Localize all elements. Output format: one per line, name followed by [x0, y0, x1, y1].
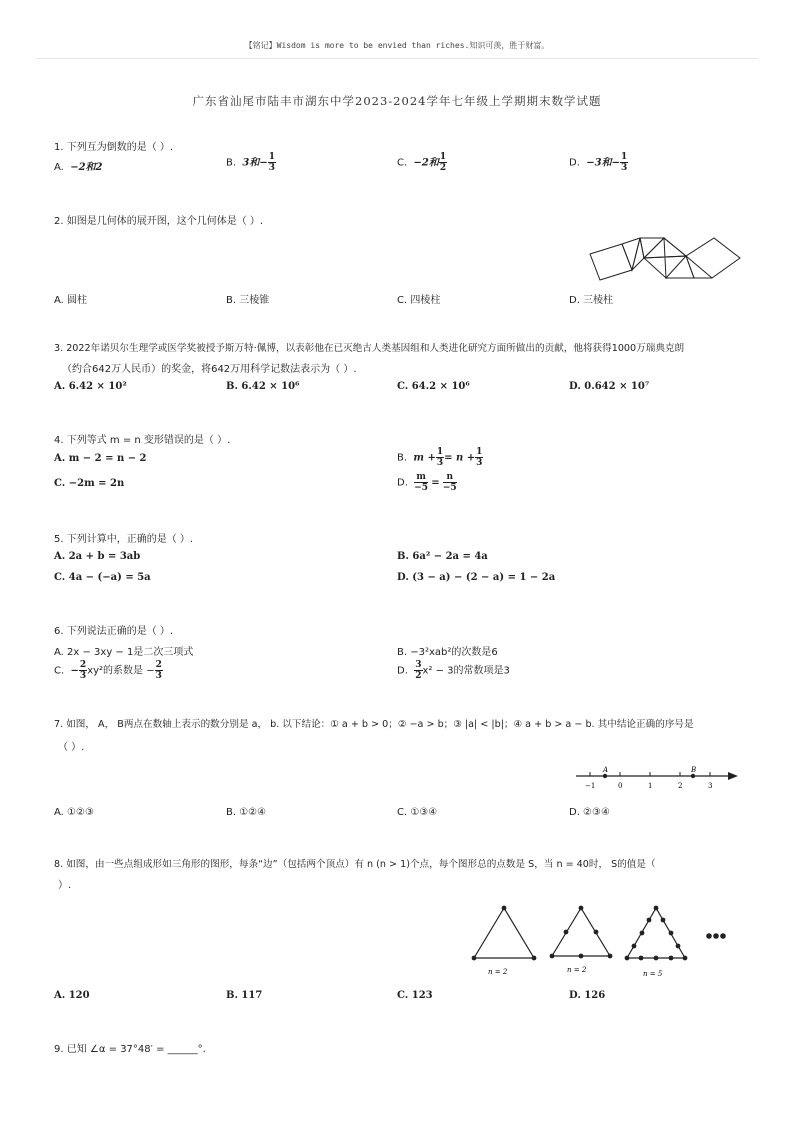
ellipsis-dot-3 — [720, 933, 726, 939]
q1-d-text: −3和− — [586, 157, 620, 169]
q4-b-mid: = n + — [444, 452, 476, 464]
dot-triangle-figures — [466, 900, 736, 982]
tick-label-0: 0 — [618, 782, 623, 790]
q6-option-d — [397, 660, 510, 681]
q7-stem-line1: 7. 如图， A， B两点在数轴上表示的数分别是 a， b. 以下结论：① a + b > 0；② −a > b；③ |a| < |b|；④ a + b > a − b. 其中结论正确的序号是 — [54, 719, 694, 730]
q1-a-text: −2和2 — [70, 162, 103, 173]
q1-b-fraction: $\frac{1}{3}$ — [268, 152, 276, 173]
q6-stem: 6. 下列说法正确的是（ ）. — [54, 626, 174, 637]
q5-option-a: A. 2a + b = 3ab — [54, 551, 141, 562]
q4-b-left: m + — [413, 452, 436, 464]
q1-d-fraction: $\frac{1}{3}$ — [620, 152, 628, 173]
point-a-dot — [603, 774, 607, 778]
q6-c-sign: − — [70, 665, 79, 677]
q3-stem-line2: （约合642万人民币）的奖金，将642万用科学记数法表示为（ ）. — [62, 364, 357, 375]
tick-label-3: 3 — [708, 782, 713, 790]
q6-option-c — [54, 660, 163, 681]
triangular-prism-net-figure — [586, 232, 746, 284]
q4-b-fraction-2: $\frac{1}{3}$ — [476, 447, 483, 468]
q1-stem: 1. 下列互为倒数的是（ ）. — [54, 142, 174, 153]
q7-stem-line2: （ ）. — [58, 742, 85, 753]
q8-option-d: D. 126 — [569, 990, 606, 1001]
q8-stem-line2: ）. — [58, 880, 72, 891]
q9-stem: 9. 已知 ∠α = 37°48′ = ______°. — [54, 1044, 206, 1055]
q3-option-c: C. 64.2 × 10⁶ — [397, 381, 470, 392]
q6-d-label: D. — [397, 665, 408, 677]
header-divider — [36, 58, 758, 59]
q3-option-a: A. 6.42 × 10² — [54, 381, 127, 392]
tick-label-1: 1 — [648, 782, 653, 790]
q7-option-c: C. ①③④ — [397, 807, 438, 818]
q4-option-a: A. m − 2 = n − 2 — [54, 453, 147, 464]
q5-stem: 5. 下列计算中，正确的是（ ）. — [54, 534, 194, 545]
fig-label-3: n = 5 — [643, 970, 663, 978]
q6-c-mid: xy²的系数是 − — [87, 665, 155, 677]
q6-d-text: x² − 3的常数项是3 — [422, 665, 510, 677]
q5-option-c: C. 4a − (−a) = 5a — [54, 572, 151, 583]
q6-c-fraction-1: $\frac{2}{3}$ — [79, 660, 87, 681]
q6-c-label: C. — [54, 665, 65, 677]
point-b-label: B — [691, 766, 697, 774]
q3-option-d: D. 0.642 × 10⁷ — [569, 381, 650, 392]
q1-c-text: −2和 — [413, 157, 439, 169]
q7-option-b: B. ①②④ — [226, 807, 267, 818]
point-a-label: A — [603, 766, 609, 774]
q4-d-fraction-1: $\frac{m}{-5}$ — [414, 472, 429, 493]
q2-option-b: B. 三棱锥 — [226, 295, 270, 306]
net-square-right — [686, 238, 740, 278]
q2-option-c: C. 四棱柱 — [397, 295, 441, 306]
q1-option-a — [54, 158, 103, 173]
q6-option-b: B. −3²xab²的次数是6 — [397, 647, 498, 658]
point-b-dot — [691, 774, 695, 778]
fig-label-1: n = 2 — [488, 968, 508, 976]
q1-option-b — [226, 152, 276, 173]
q6-c-fraction-2: $\frac{2}{3}$ — [155, 660, 162, 681]
net-square-left — [590, 244, 632, 280]
q4-stem: 4. 下列等式 m = n 变形错误的是（ ）. — [54, 435, 231, 446]
q8-option-a: A. 120 — [54, 990, 90, 1001]
number-line-arrow — [728, 772, 738, 780]
tick-label-2: 2 — [678, 782, 683, 790]
q3-stem-line1: 3. 2022年诺贝尔生理学或医学奖被授予斯万特·佩博，以表彰他在已灭绝古人类基因组和人类进化研究方面所做出的贡献，他将获得1000万瑞典克朗 — [54, 343, 685, 354]
q2-option-d: D. 三棱柱 — [569, 295, 614, 306]
q2-stem: 2. 如图是几何体的展开图，这个几何体是（ ）. — [54, 216, 264, 227]
ellipsis-dot-2 — [713, 933, 719, 939]
triangle-n5 — [627, 908, 685, 958]
q3-option-b: B. 6.42 × 10⁶ — [226, 381, 300, 392]
q1-c-fraction: $\frac{1}{2}$ — [439, 152, 447, 173]
q8-option-c: C. 123 — [397, 990, 433, 1001]
triangle-n2 — [474, 908, 534, 958]
q1-b-text: 3和− — [242, 157, 268, 169]
q8-option-b: B. 117 — [226, 990, 263, 1001]
q2-option-a: A. 圆柱 — [54, 295, 88, 306]
q5-option-d: D. (3 − a) − (2 − a) = 1 − 2a — [397, 572, 556, 583]
fig-label-2: n = 2 — [567, 966, 587, 974]
q7-option-a: A. ①②③ — [54, 807, 94, 818]
q4-d-fraction-2: $\frac{n}{-5}$ — [442, 472, 457, 493]
q4-option-c: C. −2m = 2n — [54, 478, 125, 489]
q1-a-label: A. — [54, 162, 64, 173]
q7-option-d: D. ②③④ — [569, 807, 610, 818]
q1-c-label: C. — [397, 157, 408, 169]
exam-title: 广东省汕尾市陆丰市湖东中学2023-2024学年七年级上学期期末数学试题 — [192, 94, 602, 108]
header-quote: 【铭记】Wisdom is more to be envied than riches.知识可羡，胜于财富。 — [244, 41, 550, 50]
triangle-n3 — [552, 908, 610, 956]
q1-option-d — [569, 152, 628, 173]
q4-option-b — [397, 447, 483, 468]
q8-stem-line1: 8. 如图，由一些点组成形如三角形的图形，每条“边”（包括两个顶点）有 n (n > 1)个点，每个图形总的点数是 S，当 n = 40时， S的值是（ — [54, 859, 656, 870]
tick-label-neg1: −1 — [585, 782, 596, 790]
ellipsis-dot-1 — [706, 933, 712, 939]
q4-d-mid: = — [431, 477, 440, 489]
q5-option-b: B. 6a² − 2a = 4a — [397, 551, 488, 562]
q4-b-label: B. — [397, 452, 408, 464]
q1-option-c — [397, 152, 447, 173]
number-line-figure — [570, 762, 742, 794]
q1-d-label: D. — [569, 157, 580, 169]
q4-option-d — [397, 472, 457, 493]
q6-d-fraction: $\frac{3}{2}$ — [415, 660, 422, 681]
q4-b-fraction-1: $\frac{1}{3}$ — [436, 447, 444, 468]
q4-d-label: D. — [397, 477, 408, 489]
q6-option-a: A. 2x − 3xy − 1是二次三项式 — [54, 647, 194, 658]
q1-b-label: B. — [226, 157, 237, 169]
